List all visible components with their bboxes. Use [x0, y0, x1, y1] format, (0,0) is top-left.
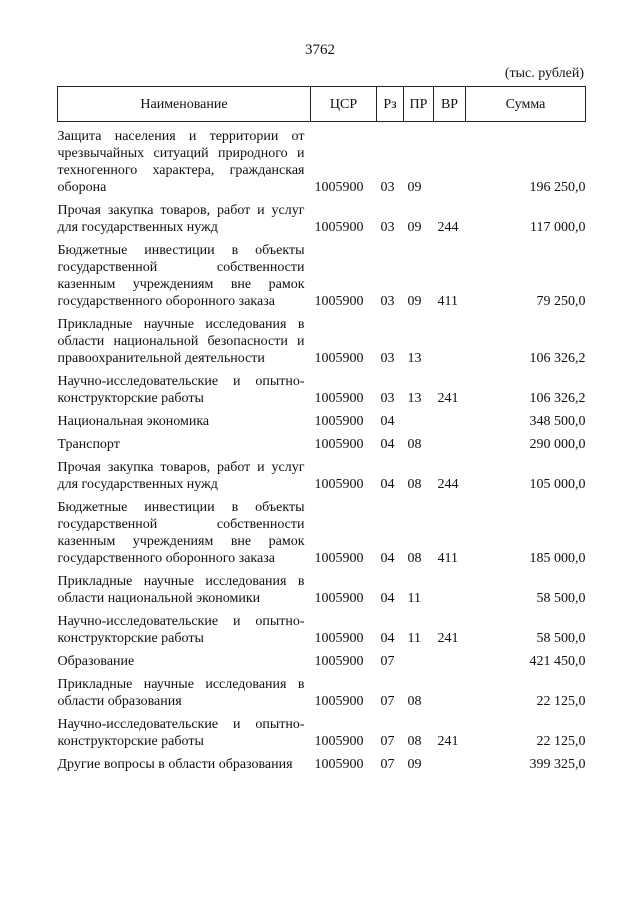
row-sum: 22 125,0: [536, 694, 586, 709]
row-name: Научно-исследовательские и опытно-конструкторские работы: [57, 717, 305, 749]
row-rz: 04: [380, 631, 395, 646]
row-name: Научно-исследовательские и опытно-конструкторские работы: [57, 374, 305, 406]
table-row: [58, 242, 586, 316]
row-sum: 105 000,0: [529, 477, 586, 492]
row-csr: 1005900: [314, 551, 364, 566]
budget-table: [57, 86, 586, 779]
row-pr: 08: [407, 437, 422, 452]
row-rz: 03: [380, 180, 395, 195]
table-row: [58, 436, 586, 459]
row-rz: 04: [380, 591, 395, 606]
header-vr: ВР: [434, 87, 466, 122]
row-sum: 399 325,0: [529, 757, 586, 772]
row-csr: 1005900: [314, 180, 364, 195]
row-vr: 244: [437, 477, 459, 492]
row-pr: [404, 653, 434, 676]
row-vr: [434, 756, 466, 779]
row-name: Национальная экономика: [57, 414, 210, 429]
row-sum: 185 000,0: [529, 551, 586, 566]
row-name: Прикладные научные исследования в области образования: [57, 677, 305, 709]
row-csr: 1005900: [314, 414, 364, 429]
row-pr: 09: [407, 294, 422, 309]
row-vr: [434, 573, 466, 613]
row-rz: 07: [380, 694, 395, 709]
table-row: [58, 122, 586, 203]
row-rz: 07: [380, 654, 395, 669]
row-csr: 1005900: [314, 631, 364, 646]
row-vr: [434, 436, 466, 459]
row-rz: 04: [380, 437, 395, 452]
row-pr: 08: [407, 694, 422, 709]
row-csr: 1005900: [314, 591, 364, 606]
row-vr: [434, 653, 466, 676]
row-csr: 1005900: [314, 757, 364, 772]
row-rz: 04: [380, 414, 395, 429]
header-rz: Рз: [377, 87, 404, 122]
units-label: (тыс. рублей): [504, 66, 584, 81]
row-csr: 1005900: [314, 391, 364, 406]
row-sum: 348 500,0: [529, 414, 586, 429]
table-row: [58, 459, 586, 499]
row-csr: 1005900: [314, 694, 364, 709]
row-sum: 290 000,0: [529, 437, 586, 452]
row-pr: 08: [407, 477, 422, 492]
row-rz: 03: [380, 294, 395, 309]
row-pr: 09: [407, 757, 422, 772]
row-name: Защита населения и территории от чрезвычайных ситуаций природного и техногенного характера, гражданская оборона: [57, 129, 305, 195]
page-number: 3762: [305, 42, 335, 58]
row-name: Бюджетные инвестиции в объекты государственной собственности казенным учреждениям вне рамок государственного оборонного заказа: [57, 243, 305, 309]
row-vr: [434, 316, 466, 373]
row-pr: 09: [407, 220, 422, 235]
row-pr: 08: [407, 551, 422, 566]
row-rz: 07: [380, 757, 395, 772]
table-row: [58, 716, 586, 756]
row-vr: 241: [437, 391, 459, 406]
header-sum: Сумма: [466, 87, 586, 122]
table-row: [58, 373, 586, 413]
row-pr: 11: [407, 631, 421, 646]
table-header: [58, 87, 586, 122]
table-body: [58, 122, 586, 780]
row-pr: 08: [407, 734, 422, 749]
row-sum: 421 450,0: [529, 654, 586, 669]
row-vr: [434, 676, 466, 716]
table-row: [58, 202, 586, 242]
row-sum: 196 250,0: [529, 180, 586, 195]
table-row: [58, 316, 586, 373]
row-csr: 1005900: [314, 734, 364, 749]
table-row: [58, 653, 586, 676]
row-rz: 03: [380, 220, 395, 235]
row-vr: [434, 413, 466, 436]
row-vr: 244: [437, 220, 459, 235]
row-rz: 04: [380, 477, 395, 492]
row-rz: 03: [380, 391, 395, 406]
row-rz: 03: [380, 351, 395, 366]
row-name: Научно-исследовательские и опытно-конструкторские работы: [57, 614, 305, 646]
row-name: Транспорт: [57, 437, 120, 452]
row-pr: [404, 413, 434, 436]
row-name: Прочая закупка товаров, работ и услуг для государственных нужд: [57, 203, 305, 235]
row-vr: 241: [437, 734, 459, 749]
table-row: [58, 413, 586, 436]
row-rz: 07: [380, 734, 395, 749]
header-csr: ЦСР: [311, 87, 377, 122]
row-csr: 1005900: [314, 294, 364, 309]
row-sum: 117 000,0: [530, 220, 586, 235]
row-name: Образование: [57, 654, 135, 669]
header-pr: ПР: [404, 87, 434, 122]
row-csr: 1005900: [314, 351, 364, 366]
row-name: Бюджетные инвестиции в объекты государственной собственности казенным учреждениям вне рамок государственного оборонного заказа: [57, 500, 305, 566]
row-sum: 106 326,2: [529, 391, 586, 406]
table-row: [58, 613, 586, 653]
row-pr: 09: [407, 180, 422, 195]
row-rz: 04: [380, 551, 395, 566]
row-sum: 79 250,0: [536, 294, 586, 309]
row-sum: 106 326,2: [529, 351, 586, 366]
row-name: Другие вопросы в области образования: [57, 757, 293, 772]
row-csr: 1005900: [314, 437, 364, 452]
row-csr: 1005900: [314, 477, 364, 492]
row-sum: 58 500,0: [536, 631, 586, 646]
table-row: [58, 573, 586, 613]
row-pr: 13: [407, 391, 422, 406]
row-csr: 1005900: [314, 220, 364, 235]
row-name: Прикладные научные исследования в области национальной безопасности и правоохранительной деятельности: [57, 317, 305, 366]
row-name: Прочая закупка товаров, работ и услуг для государственных нужд: [57, 460, 305, 492]
row-pr: 13: [407, 351, 422, 366]
row-sum: 58 500,0: [536, 591, 586, 606]
row-vr: 411: [437, 551, 458, 566]
row-csr: 1005900: [314, 654, 364, 669]
row-vr: 241: [437, 631, 459, 646]
table-row: [58, 499, 586, 573]
header-name: Наименование: [58, 87, 311, 122]
table-row: [58, 756, 586, 779]
row-name: Прикладные научные исследования в области национальной экономики: [57, 574, 305, 606]
row-pr: 11: [407, 591, 421, 606]
row-vr: 411: [437, 294, 458, 309]
table-row: [58, 676, 586, 716]
row-vr: [434, 122, 466, 203]
row-sum: 22 125,0: [536, 734, 586, 749]
